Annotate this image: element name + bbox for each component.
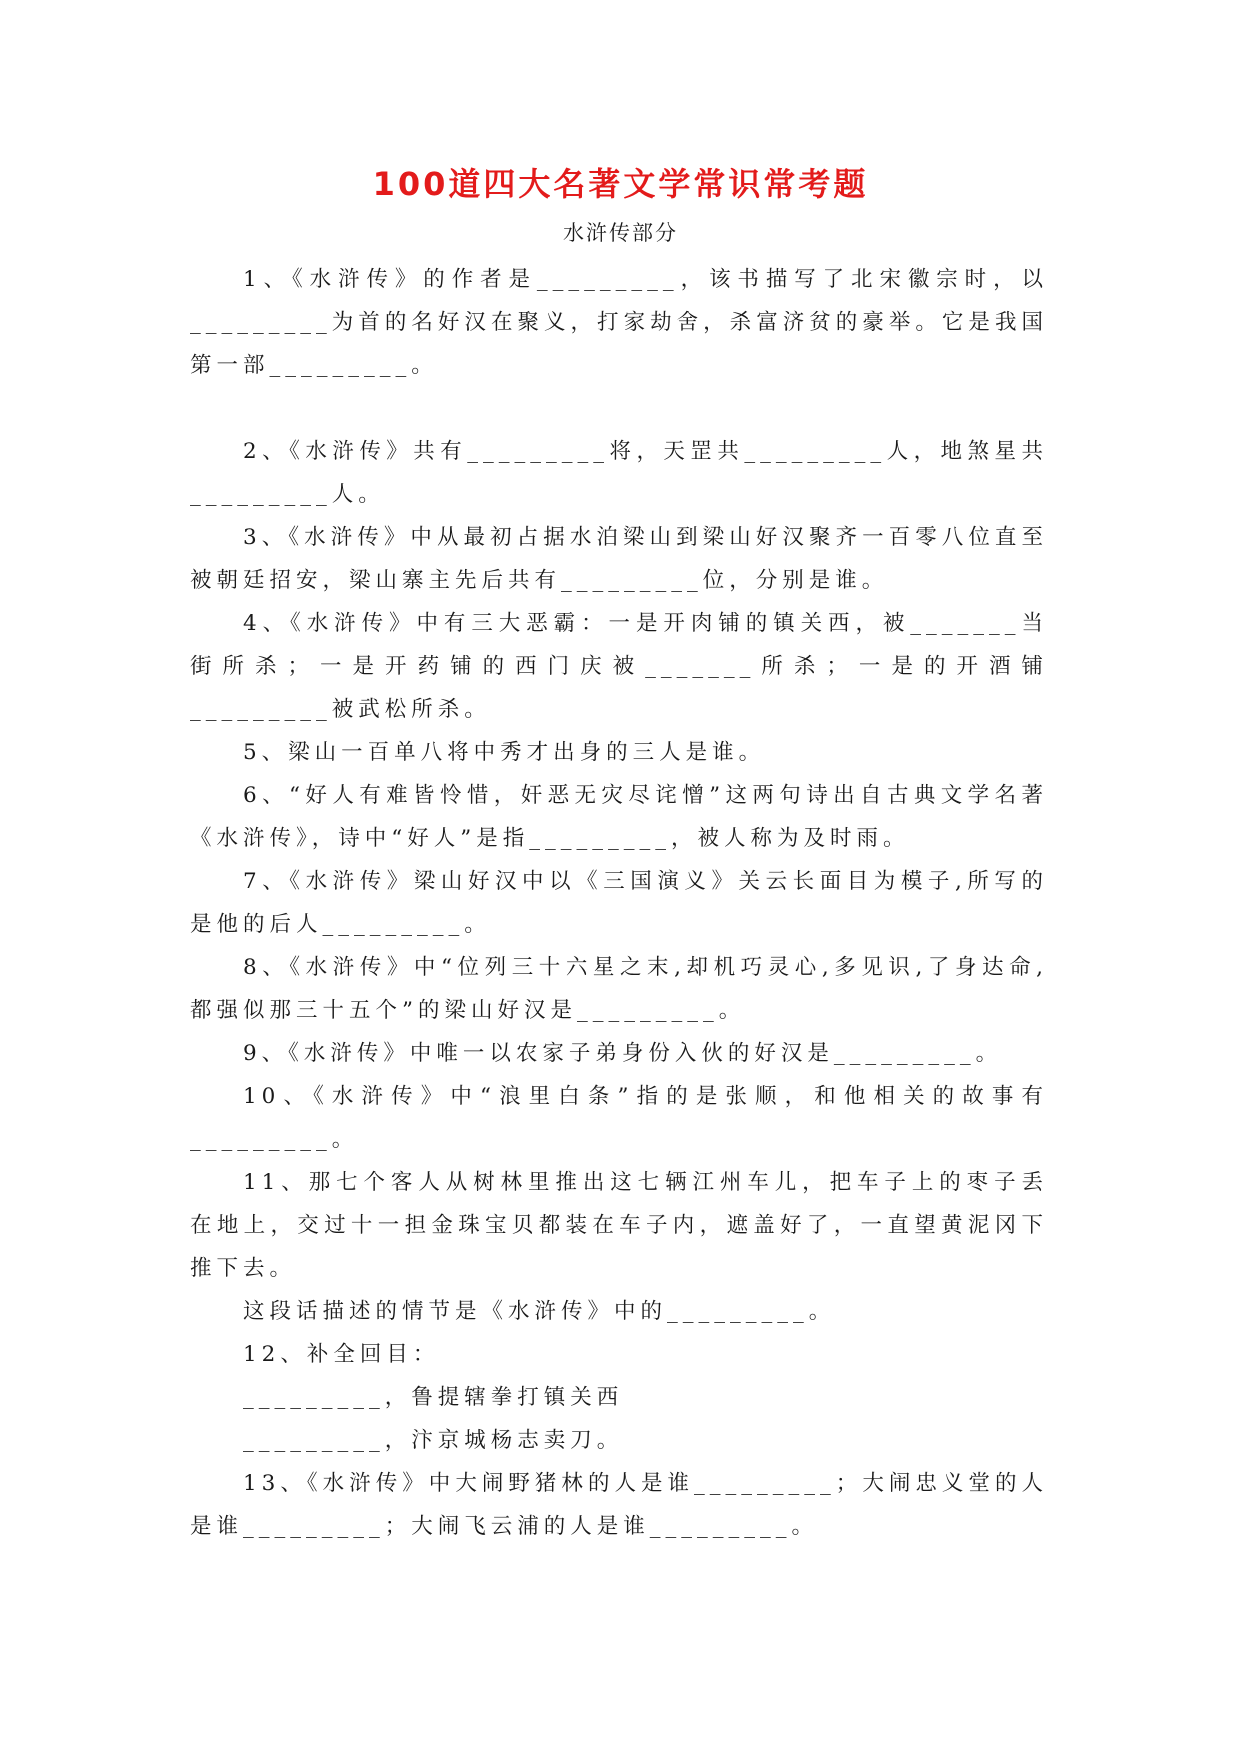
- paragraph-gap: [190, 387, 1048, 430]
- question-11-prompt: 这段话描述的情节是《水浒传》中的_________。: [243, 1299, 836, 1324]
- question-13: 13、《水浒传》中大闹野猪林的人是谁_________；大闹忠义堂的人是谁_________；大闹飞云浦的人是谁_________。: [190, 1471, 1048, 1539]
- question-12-line-2: _________，汴京城杨志卖刀。: [243, 1428, 624, 1453]
- question-7: 7、《水浒传》梁山好汉中以《三国演义》关云长面目为模子,所写的是他的后人_________。: [190, 869, 1048, 937]
- question-9: 9、《水浒传》中唯一以农家子弟身份入伙的好汉是_________。: [243, 1041, 1003, 1066]
- question-list: [190, 258, 1048, 1548]
- question-10: 10、《水浒传》中“浪里白条”指的是张顺，和他相关的故事有_________。: [190, 1084, 1048, 1152]
- document-title: 100道四大名著文学常识常考题: [372, 165, 869, 203]
- question-11: 11、那七个客人从树林里推出这七辆江州车儿，把车子上的枣子丢在地上，交过十一担金珠宝贝都装在车子内，遮盖好了，一直望黄泥冈下推下去。: [190, 1170, 1048, 1281]
- question-1: 1、《水浒传》的作者是_________，该书描写了北宋徽宗时，以_________为首的名好汉在聚义，打家劫舍，杀富济贫的豪举。它是我国第一部_________。: [190, 267, 1048, 378]
- question-5: 5、梁山一百单八将中秀才出身的三人是谁。: [243, 740, 766, 765]
- question-8: 8、《水浒传》中“位列三十六星之末,却机巧灵心,多见识,了身达命,都强似那三十五个”的梁山好汉是_________。: [190, 955, 1048, 1023]
- section-subtitle: 水浒传部分: [563, 221, 678, 245]
- question-6: 6、“好人有难皆怜惜，奸恶无灾尽诧憎”这两句诗出自古典文学名著《水浒传》，诗中“好人”是指_________，被人称为及时雨。: [190, 783, 1048, 851]
- question-12: 12、补全回目：: [243, 1342, 440, 1367]
- question-4: 4、《水浒传》中有三大恶霸：一是开肉铺的镇关西，被_______当街所杀；一是开药铺的西门庆被_______所杀；一是的开酒铺_________被武松所杀。: [190, 611, 1048, 722]
- question-2: 2、《水浒传》共有_________将，天罡共_________人，地煞星共_________人。: [190, 439, 1048, 507]
- question-3: 3、《水浒传》中从最初占据水泊梁山到梁山好汉聚齐一百零八位直至被朝廷招安，梁山寨主先后共有_________位，分别是谁。: [190, 525, 1048, 593]
- question-12-line-1: _________，鲁提辖拳打镇关西: [243, 1385, 624, 1410]
